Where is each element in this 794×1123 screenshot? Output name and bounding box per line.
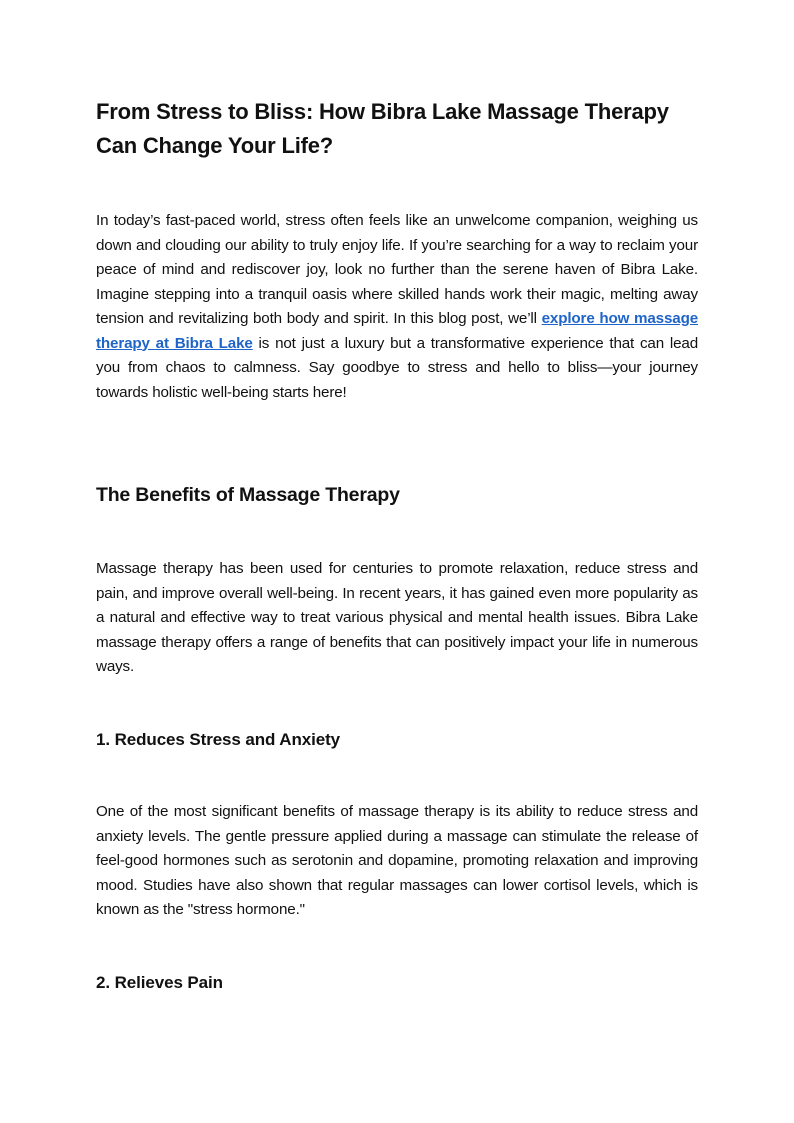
benefit-1-paragraph: One of the most significant benefits of massage therapy is its ability to reduce stress and anxiety levels. The gentle pressure applied during a massage can stimulate the release of feel-good hormones such as serotonin and dopamine, promoting relaxation and improving mood. Studies have also shown that regular massages can lower cortisol levels, which is known as the "stress hormone.": [96, 803, 698, 918]
benefit-1-heading: 1. Reduces Stress and Anxiety: [96, 730, 341, 749]
intro-paragraph: [96, 209, 698, 405]
explore-massage-therapy-link[interactable]: explore how massage therapy at Bibra Lake: [96, 310, 698, 352]
benefit-2-heading: 2. Relieves Pain: [96, 973, 223, 992]
article-title: From Stress to Bliss: How Bibra Lake Massage Therapy Can Change Your Life?: [96, 99, 669, 158]
intro-text-after-link: is not just a luxury but a transformative experience that can lead you from chaos to calmness. Say goodbye to stress and hello to bliss—your journey towards holistic well-being starts here!: [96, 334, 698, 401]
benefits-heading: The Benefits of Massage Therapy: [96, 484, 400, 506]
intro-text-before-link: In today’s fast-paced world, stress often feels like an unwelcome companion, weighing us down and clouding our ability to truly enjoy life. If you’re searching for a way to reclaim your peace of mind and rediscover joy, look no further than the serene haven of Bibra Lake. Imagine stepping into a tranquil oasis where skilled hands work their magic, melting away tension and revitalizing both body and spirit. In this blog post, we’ll: [96, 212, 698, 327]
benefits-paragraph: Massage therapy has been used for centuries to promote relaxation, reduce stress and pain, and improve overall well-being. In recent years, it has gained even more popularity as a natural and effective way to treat various physical and mental health issues. Bibra Lake massage therapy offers a range of benefits that can positively impact your life in numerous ways.: [96, 560, 698, 675]
